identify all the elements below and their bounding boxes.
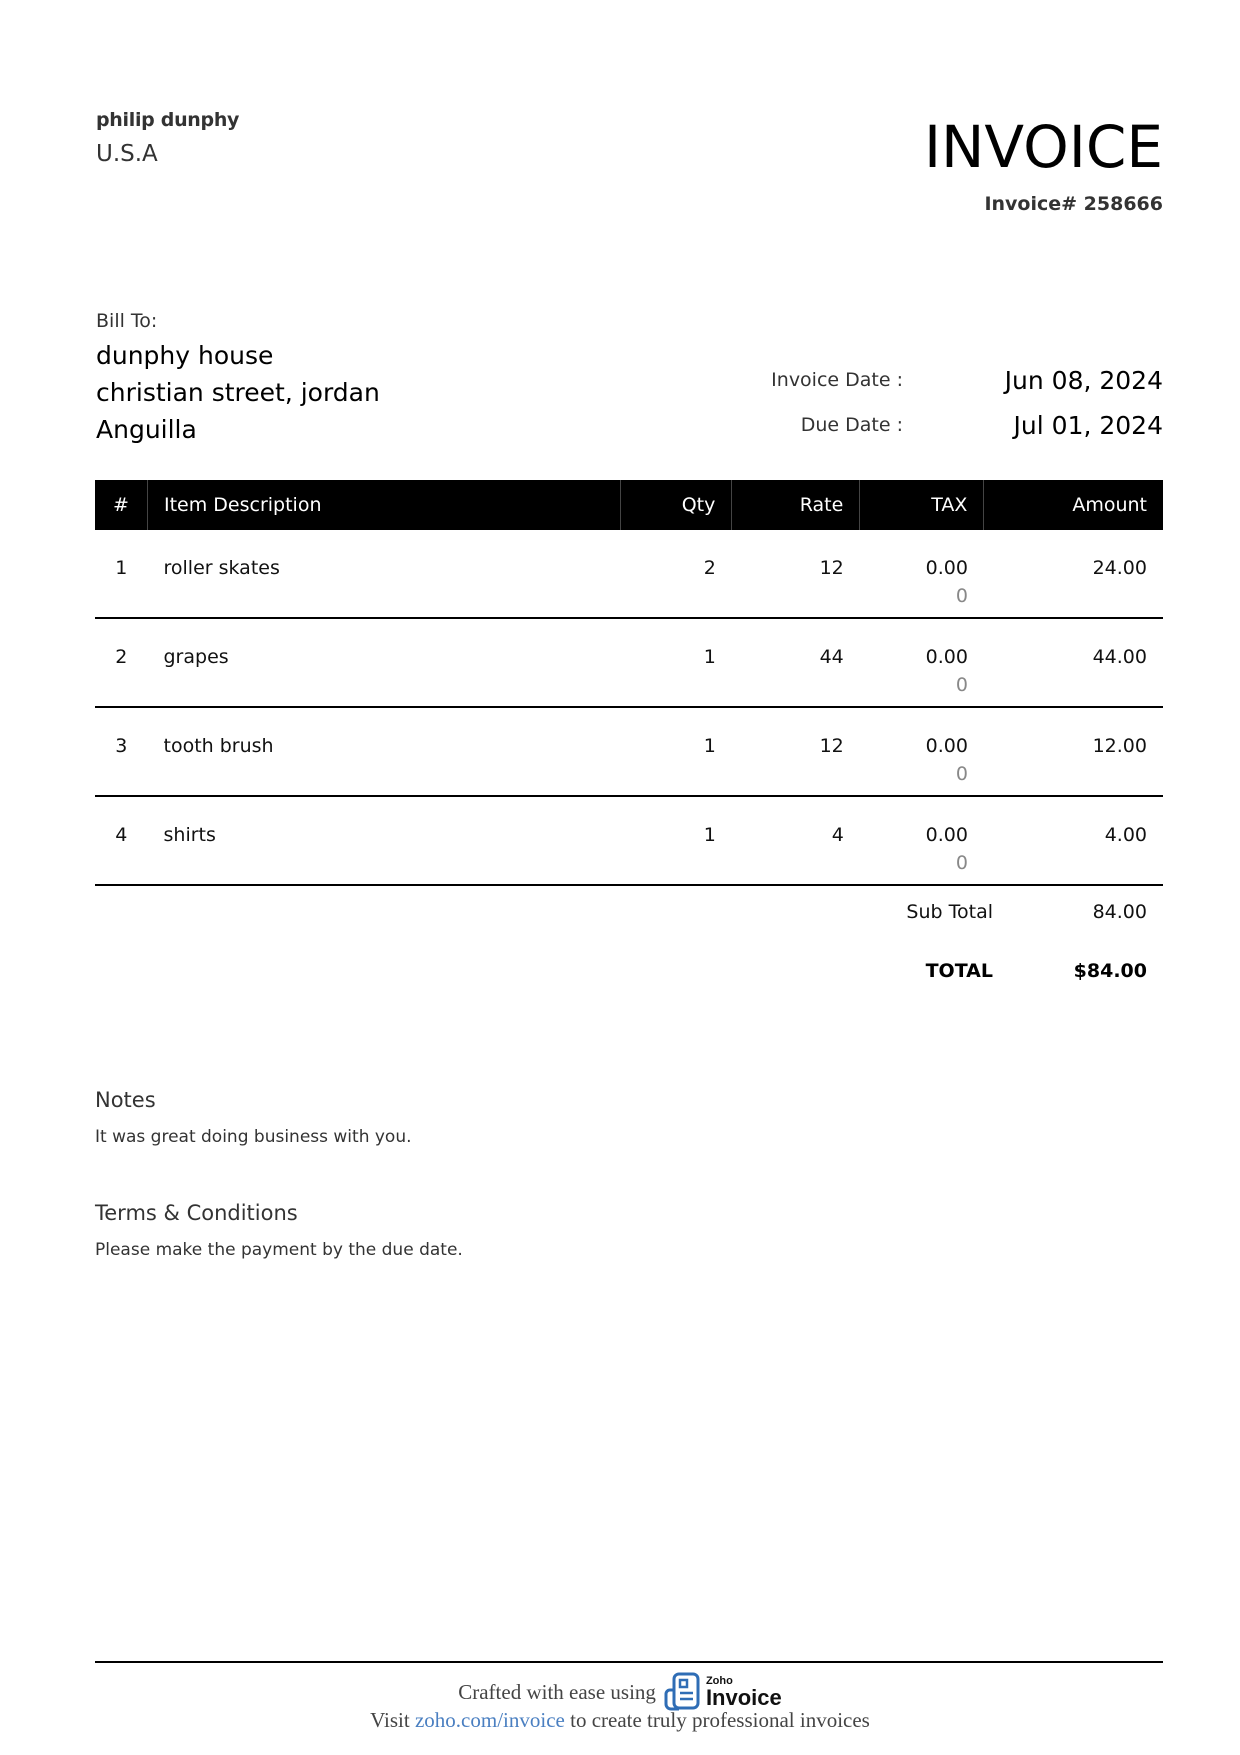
row-tax-percent: 0 xyxy=(955,585,968,607)
table-row xyxy=(95,530,1163,618)
terms-heading: Terms & Conditions xyxy=(95,1201,298,1225)
line-items-table xyxy=(95,480,1163,886)
due-date-value: Jul 01, 2024 xyxy=(1013,410,1163,440)
subtotal-value: 84.00 xyxy=(1092,901,1147,923)
total-label: TOTAL xyxy=(925,960,993,982)
row-qty: 2 xyxy=(621,530,732,618)
document-title: INVOICE xyxy=(923,113,1163,181)
total-value: $84.00 xyxy=(1073,960,1147,982)
brand-small-text: Zoho xyxy=(705,1674,733,1687)
subtotal-label: Sub Total xyxy=(906,901,993,923)
table-row xyxy=(95,618,1163,707)
zoho-invoice-logo xyxy=(664,1672,782,1712)
table-row xyxy=(95,707,1163,796)
row-rate: 12 xyxy=(732,530,860,618)
brand-big-text: Invoice xyxy=(705,1684,782,1710)
footer-divider xyxy=(95,1661,1163,1663)
organization-country: U.S.A xyxy=(96,141,158,167)
row-tax xyxy=(860,707,984,796)
row-tax-percent: 0 xyxy=(955,674,968,696)
row-amount: 12.00 xyxy=(984,707,1163,796)
table-row xyxy=(95,796,1163,885)
due-date-label: Due Date : xyxy=(800,414,903,436)
invoice-date-label: Invoice Date : xyxy=(771,369,903,391)
row-tax-amount: 0.00 xyxy=(925,646,968,668)
row-description: tooth brush xyxy=(148,707,621,796)
crafted-text: Crafted with ease using xyxy=(458,1679,656,1704)
visit-suffix: to create truly professional invoices xyxy=(570,1708,870,1732)
column-header-tax: TAX xyxy=(860,480,984,530)
terms-text: Please make the payment by the due date. xyxy=(95,1240,463,1260)
row-tax xyxy=(860,618,984,707)
row-tax-amount: 0.00 xyxy=(925,557,968,579)
bill-to-name: dunphy house xyxy=(96,341,274,370)
row-rate: 4 xyxy=(732,796,860,885)
zoho-invoice-link[interactable]: zoho.com/invoice xyxy=(414,1708,565,1732)
row-tax-percent: 0 xyxy=(955,763,968,785)
row-tax xyxy=(860,796,984,885)
footer-visit-line xyxy=(0,1708,1240,1733)
row-number: 3 xyxy=(95,707,148,796)
row-number: 2 xyxy=(95,618,148,707)
notes-heading: Notes xyxy=(95,1088,156,1112)
table-header-row xyxy=(95,480,1163,530)
total-row xyxy=(763,960,1163,982)
row-rate: 12 xyxy=(732,707,860,796)
row-rate: 44 xyxy=(732,618,860,707)
row-description: grapes xyxy=(148,618,621,707)
row-qty: 1 xyxy=(621,796,732,885)
invoice-date-row xyxy=(643,363,1163,397)
visit-prefix: Visit xyxy=(370,1708,410,1732)
column-header-qty: Qty xyxy=(621,480,732,530)
invoice-date-value: Jun 08, 2024 xyxy=(1004,365,1163,395)
bill-to-label: Bill To: xyxy=(96,310,158,332)
brand-wordmark xyxy=(706,1676,782,1709)
invoice-document-icon xyxy=(664,1672,702,1712)
row-number: 4 xyxy=(95,796,148,885)
row-amount: 24.00 xyxy=(984,530,1163,618)
row-tax xyxy=(860,530,984,618)
bill-to-street: christian street, jordan xyxy=(96,378,380,407)
row-amount: 4.00 xyxy=(984,796,1163,885)
row-qty: 1 xyxy=(621,707,732,796)
column-header-description: Item Description xyxy=(148,480,621,530)
row-amount: 44.00 xyxy=(984,618,1163,707)
footer-crafted-line xyxy=(0,1672,1240,1712)
row-tax-amount: 0.00 xyxy=(925,824,968,846)
notes-text: It was great doing business with you. xyxy=(95,1127,412,1147)
row-qty: 1 xyxy=(621,618,732,707)
row-description: roller skates xyxy=(148,530,621,618)
bill-to-country: Anguilla xyxy=(96,415,197,444)
row-number: 1 xyxy=(95,530,148,618)
column-header-rate: Rate xyxy=(732,480,860,530)
subtotal-row xyxy=(763,901,1163,923)
invoice-number: Invoice# 258666 xyxy=(984,193,1163,215)
due-date-row xyxy=(643,408,1163,442)
column-header-amount: Amount xyxy=(984,480,1163,530)
row-description: shirts xyxy=(148,796,621,885)
row-tax-percent: 0 xyxy=(955,852,968,874)
row-tax-amount: 0.00 xyxy=(925,735,968,757)
column-header-number: # xyxy=(95,480,148,530)
organization-name: philip dunphy xyxy=(96,109,240,131)
